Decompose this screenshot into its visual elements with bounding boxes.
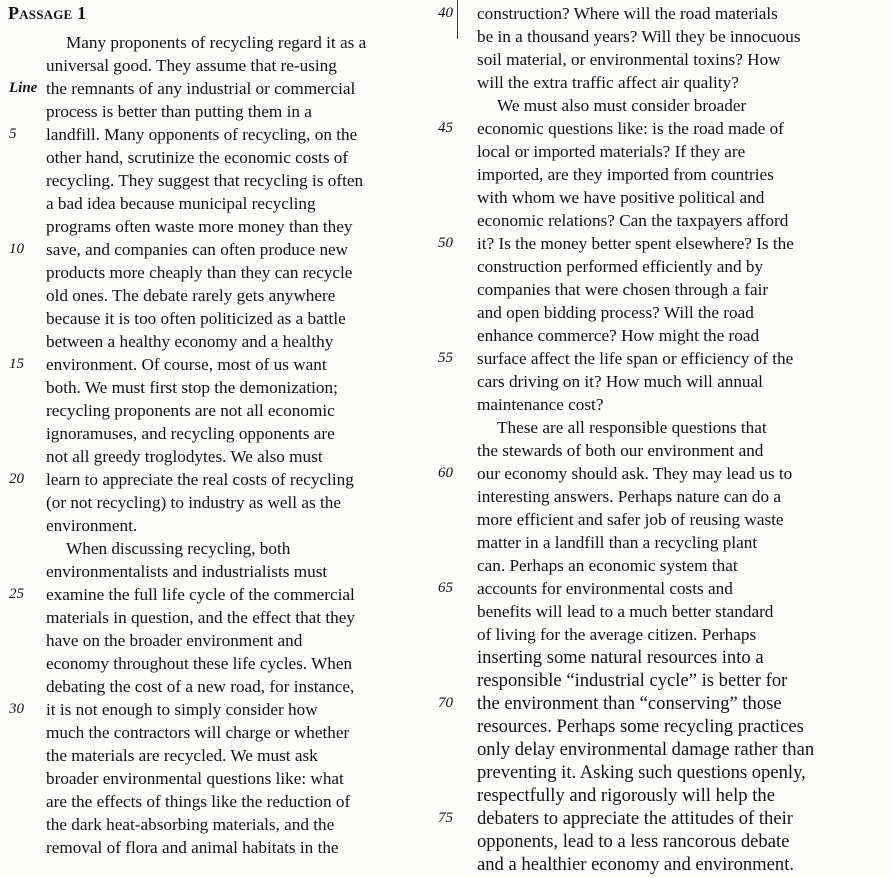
line-text: These are all responsible questions that xyxy=(497,418,767,437)
line-text: save, and companies can often produce new xyxy=(46,240,349,259)
passage-line xyxy=(433,255,890,278)
line-number xyxy=(433,830,477,853)
line-text: inserting some natural resources into a xyxy=(477,647,764,668)
line-text: more efficient and safer job of reusing waste xyxy=(477,510,784,529)
line-number xyxy=(433,646,477,669)
passage-line xyxy=(433,623,890,646)
line-number: 50 xyxy=(438,235,453,251)
passage-line xyxy=(0,31,440,54)
line-text: enhance commerce? How might the road xyxy=(477,326,760,345)
line-number: 40 xyxy=(438,5,453,21)
passage-line xyxy=(0,560,440,583)
line-number xyxy=(433,669,477,692)
passage-line xyxy=(433,416,890,439)
line-text: of living for the average citizen. Perhaps xyxy=(477,625,757,644)
line-text: other hand, scrutinize the economic costs of xyxy=(46,148,349,167)
line-number xyxy=(0,54,46,77)
line-text: debating the cost of a new road, for instance, xyxy=(46,677,355,696)
passage-line xyxy=(0,146,440,169)
line-number xyxy=(0,675,46,698)
passage-line xyxy=(433,117,890,140)
line-number xyxy=(0,445,46,468)
line-number xyxy=(433,209,477,232)
line-number xyxy=(433,508,477,531)
line-text: recycling. They suggest that recycling is often xyxy=(46,171,364,190)
line-text: the materials are recycled. We must ask xyxy=(46,746,318,765)
line-text: because it is too often politicized as a battle xyxy=(46,309,346,328)
passage-line xyxy=(0,376,440,399)
line-text: and open bidding process? Will the road xyxy=(477,303,754,322)
line-number xyxy=(0,422,46,445)
line-number xyxy=(433,278,477,301)
passage-line xyxy=(0,54,440,77)
line-number xyxy=(0,744,46,767)
line-text: it is not enough to simply consider how xyxy=(46,700,318,719)
left-column-lines xyxy=(0,31,440,859)
line-text: recycling proponents are not all economic xyxy=(46,401,335,420)
passage-line xyxy=(0,330,440,353)
passage-line xyxy=(0,790,440,813)
passage-line xyxy=(433,669,890,692)
line-text: interesting answers. Perhaps nature can do a xyxy=(477,487,782,506)
passage-line xyxy=(433,209,890,232)
passage-line xyxy=(0,261,440,284)
line-text: broader environmental questions like: what xyxy=(46,769,344,788)
passage-line xyxy=(433,807,890,830)
passage-line xyxy=(0,169,440,192)
line-text: cars driving on it? How much will annual xyxy=(477,372,763,391)
passage-line xyxy=(433,301,890,324)
line-text: landfill. Many opponents of recycling, on the xyxy=(46,125,358,144)
line-number xyxy=(433,761,477,784)
passage-line xyxy=(433,738,890,761)
line-text: matter in a landfill than a recycling plant xyxy=(477,533,758,552)
passage-line xyxy=(433,485,890,508)
line-text: preventing it. Asking such questions openly, xyxy=(477,762,806,783)
right-column xyxy=(433,0,890,878)
line-number xyxy=(433,94,477,117)
passage-line xyxy=(0,353,440,376)
passage-line xyxy=(433,853,890,876)
line-number xyxy=(0,100,46,123)
line-text: construction performed efficiently and by xyxy=(477,257,764,276)
passage-line xyxy=(0,192,440,215)
line-number xyxy=(433,554,477,577)
line-number xyxy=(0,491,46,514)
passage-line xyxy=(433,784,890,807)
passage-line xyxy=(433,646,890,669)
passage-line xyxy=(433,692,890,715)
passage-line xyxy=(0,284,440,307)
line-number: 5 xyxy=(9,126,17,142)
passage-line xyxy=(433,554,890,577)
line-number xyxy=(433,370,477,393)
line-number: 30 xyxy=(9,701,24,717)
passage-line xyxy=(433,531,890,554)
line-text: economy throughout these life cycles. When xyxy=(46,654,353,673)
passage-line xyxy=(0,537,440,560)
line-text: not all greedy troglodytes. We also must xyxy=(46,447,323,466)
line-number xyxy=(0,560,46,583)
line-text: environment. Of course, most of us want xyxy=(46,355,327,374)
line-number xyxy=(0,652,46,675)
line-number xyxy=(433,485,477,508)
passage-line xyxy=(0,399,440,422)
passage-line xyxy=(0,629,440,652)
passage-line xyxy=(0,215,440,238)
line-text: examine the full life cycle of the commercial xyxy=(46,585,355,604)
line-text: imported, are they imported from countries xyxy=(477,165,774,184)
left-column xyxy=(0,0,440,878)
line-text: environmentalists and industrialists must xyxy=(46,562,328,581)
passage-line xyxy=(0,744,440,767)
passage-line xyxy=(0,307,440,330)
line-text: soil material, or environmental toxins? How xyxy=(477,50,781,69)
line-text: process is better than putting them in a xyxy=(46,102,312,121)
passage-line xyxy=(0,583,440,606)
passage-line xyxy=(0,445,440,468)
passage-line xyxy=(0,813,440,836)
passage-line xyxy=(433,439,890,462)
line-text: learn to appreciate the real costs of recycling xyxy=(46,470,354,489)
line-text: a bad idea because municipal recycling xyxy=(46,194,316,213)
line-text: with whom we have positive political and xyxy=(477,188,765,207)
passage-line xyxy=(433,600,890,623)
line-number xyxy=(0,836,46,859)
passage-line xyxy=(0,675,440,698)
passage-line xyxy=(433,140,890,163)
line-number: 55 xyxy=(438,350,453,366)
line-number xyxy=(433,255,477,278)
line-number xyxy=(0,31,46,54)
passage-line xyxy=(433,830,890,853)
line-number: 15 xyxy=(9,356,24,372)
passage-line xyxy=(0,836,440,859)
line-number: 20 xyxy=(9,471,24,487)
line-number xyxy=(0,307,46,330)
passage-line xyxy=(433,163,890,186)
line-text: the environment than “conserving” those xyxy=(477,693,782,714)
line-number xyxy=(0,790,46,813)
line-number xyxy=(433,48,477,71)
line-text: benefits will lead to a much better standard xyxy=(477,602,774,621)
line-number xyxy=(0,629,46,652)
line-text: removal of flora and animal habitats in the xyxy=(46,838,339,857)
line-number xyxy=(433,163,477,186)
line-number xyxy=(0,284,46,307)
line-text: Many proponents of recycling regard it as a xyxy=(66,33,367,52)
line-number xyxy=(0,721,46,744)
line-text: the remnants of any industrial or commercial xyxy=(46,79,356,98)
line-number xyxy=(0,215,46,238)
passage-line xyxy=(433,2,890,25)
line-text: local or imported materials? If they are xyxy=(477,142,746,161)
passage-line xyxy=(433,186,890,209)
line-number xyxy=(433,439,477,462)
line-number xyxy=(0,813,46,836)
line-text: debaters to appreciate the attitudes of their xyxy=(477,808,793,829)
passage-line xyxy=(433,71,890,94)
passage-line xyxy=(0,514,440,537)
line-text: old ones. The debate rarely gets anywhere xyxy=(46,286,336,305)
line-text: economic questions like: is the road made of xyxy=(477,119,784,138)
line-number xyxy=(433,301,477,324)
line-text: between a healthy economy and a healthy xyxy=(46,332,334,351)
passage-line xyxy=(433,94,890,117)
line-text: responsible “industrial cycle” is better for xyxy=(477,670,788,691)
line-text: construction? Where will the road materials xyxy=(477,4,778,23)
line-text: (or not recycling) to industry as well as the xyxy=(46,493,341,512)
line-number xyxy=(433,715,477,738)
line-text: We must also must consider broader xyxy=(497,96,747,115)
line-number xyxy=(0,376,46,399)
line-text: environment. xyxy=(46,516,138,535)
line-number: Line xyxy=(9,80,38,96)
line-number xyxy=(0,146,46,169)
line-number xyxy=(433,186,477,209)
passage-line xyxy=(433,278,890,301)
line-number xyxy=(0,399,46,422)
line-text: much the contractors will charge or whether xyxy=(46,723,350,742)
passage-line xyxy=(0,721,440,744)
passage-title: Passage 1 xyxy=(8,3,87,23)
line-number xyxy=(433,853,477,876)
line-text: respectfully and rigorously will help the xyxy=(477,785,775,806)
passage-line xyxy=(0,123,440,146)
line-number xyxy=(0,606,46,629)
line-text: materials in question, and the effect that they xyxy=(46,608,355,627)
right-column-lines xyxy=(433,2,890,876)
line-text: the stewards of both our environment and xyxy=(477,441,764,460)
line-number xyxy=(0,192,46,215)
line-number xyxy=(0,169,46,192)
line-number xyxy=(433,784,477,807)
line-text: be in a thousand years? Will they be innocuous xyxy=(477,27,801,46)
line-number: 25 xyxy=(9,586,24,602)
line-text: accounts for environmental costs and xyxy=(477,579,733,598)
line-text: universal good. They assume that re-using xyxy=(46,56,337,75)
line-text: surface affect the life span or efficiency of the xyxy=(477,349,794,368)
passage-line xyxy=(0,77,440,100)
passage-line xyxy=(0,698,440,721)
passage-line xyxy=(433,577,890,600)
passage-line xyxy=(433,232,890,255)
passage-line xyxy=(0,767,440,790)
line-text: are the effects of things like the reduction of xyxy=(46,792,351,811)
line-number xyxy=(433,600,477,623)
line-text: programs often waste more money than they xyxy=(46,217,353,236)
passage-line xyxy=(433,25,890,48)
line-number xyxy=(433,416,477,439)
passage-line xyxy=(0,468,440,491)
line-number xyxy=(433,531,477,554)
line-text: products more cheaply than they can recycle xyxy=(46,263,353,282)
passage-line xyxy=(0,100,440,123)
line-number: 60 xyxy=(438,465,453,481)
passage-line xyxy=(433,324,890,347)
line-text: it? Is the money better spent elsewhere? Is the xyxy=(477,234,794,253)
passage-line xyxy=(433,715,890,738)
line-text: ignoramuses, and recycling opponents are xyxy=(46,424,335,443)
line-text: the dark heat-absorbing materials, and the xyxy=(46,815,335,834)
line-number xyxy=(0,261,46,284)
passage-line xyxy=(0,491,440,514)
line-number xyxy=(0,537,46,560)
line-text: companies that were chosen through a fair xyxy=(477,280,769,299)
line-text: only delay environmental damage rather than xyxy=(477,739,815,760)
line-number xyxy=(433,623,477,646)
passage-line xyxy=(0,238,440,261)
passage-line xyxy=(433,393,890,416)
line-number xyxy=(433,140,477,163)
passage-line xyxy=(433,48,890,71)
line-number xyxy=(433,25,477,48)
passage-line xyxy=(0,422,440,445)
line-number xyxy=(433,393,477,416)
line-text: our economy should ask. They may lead us to xyxy=(477,464,793,483)
line-number: 45 xyxy=(438,120,453,136)
passage-line xyxy=(433,761,890,784)
passage-line xyxy=(433,462,890,485)
line-text: opponents, lead to a less rancorous debate xyxy=(477,831,790,852)
line-text: resources. Perhaps some recycling practices xyxy=(477,716,804,737)
line-text: economic relations? Can the taxpayers afford xyxy=(477,211,789,230)
line-number xyxy=(433,324,477,347)
line-number xyxy=(433,738,477,761)
line-text: will the extra traffic affect air quality? xyxy=(477,73,739,92)
passage-line xyxy=(433,370,890,393)
passage-line xyxy=(433,347,890,370)
passage-line xyxy=(0,606,440,629)
line-number: 75 xyxy=(438,810,453,826)
line-text: both. We must first stop the demonization; xyxy=(46,378,338,397)
line-text: can. Perhaps an economic system that xyxy=(477,556,738,575)
line-text: When discussing recycling, both xyxy=(66,539,291,558)
passage-line xyxy=(0,652,440,675)
line-number: 70 xyxy=(438,695,453,711)
passage-line xyxy=(433,508,890,531)
line-number xyxy=(0,514,46,537)
line-number xyxy=(0,330,46,353)
line-number: 65 xyxy=(438,580,453,596)
line-text: have on the broader environment and xyxy=(46,631,303,650)
line-number xyxy=(0,767,46,790)
line-number xyxy=(433,71,477,94)
line-text: and a healthier economy and environment. xyxy=(477,854,795,875)
line-number: 10 xyxy=(9,241,24,257)
line-text: maintenance cost? xyxy=(477,395,604,414)
